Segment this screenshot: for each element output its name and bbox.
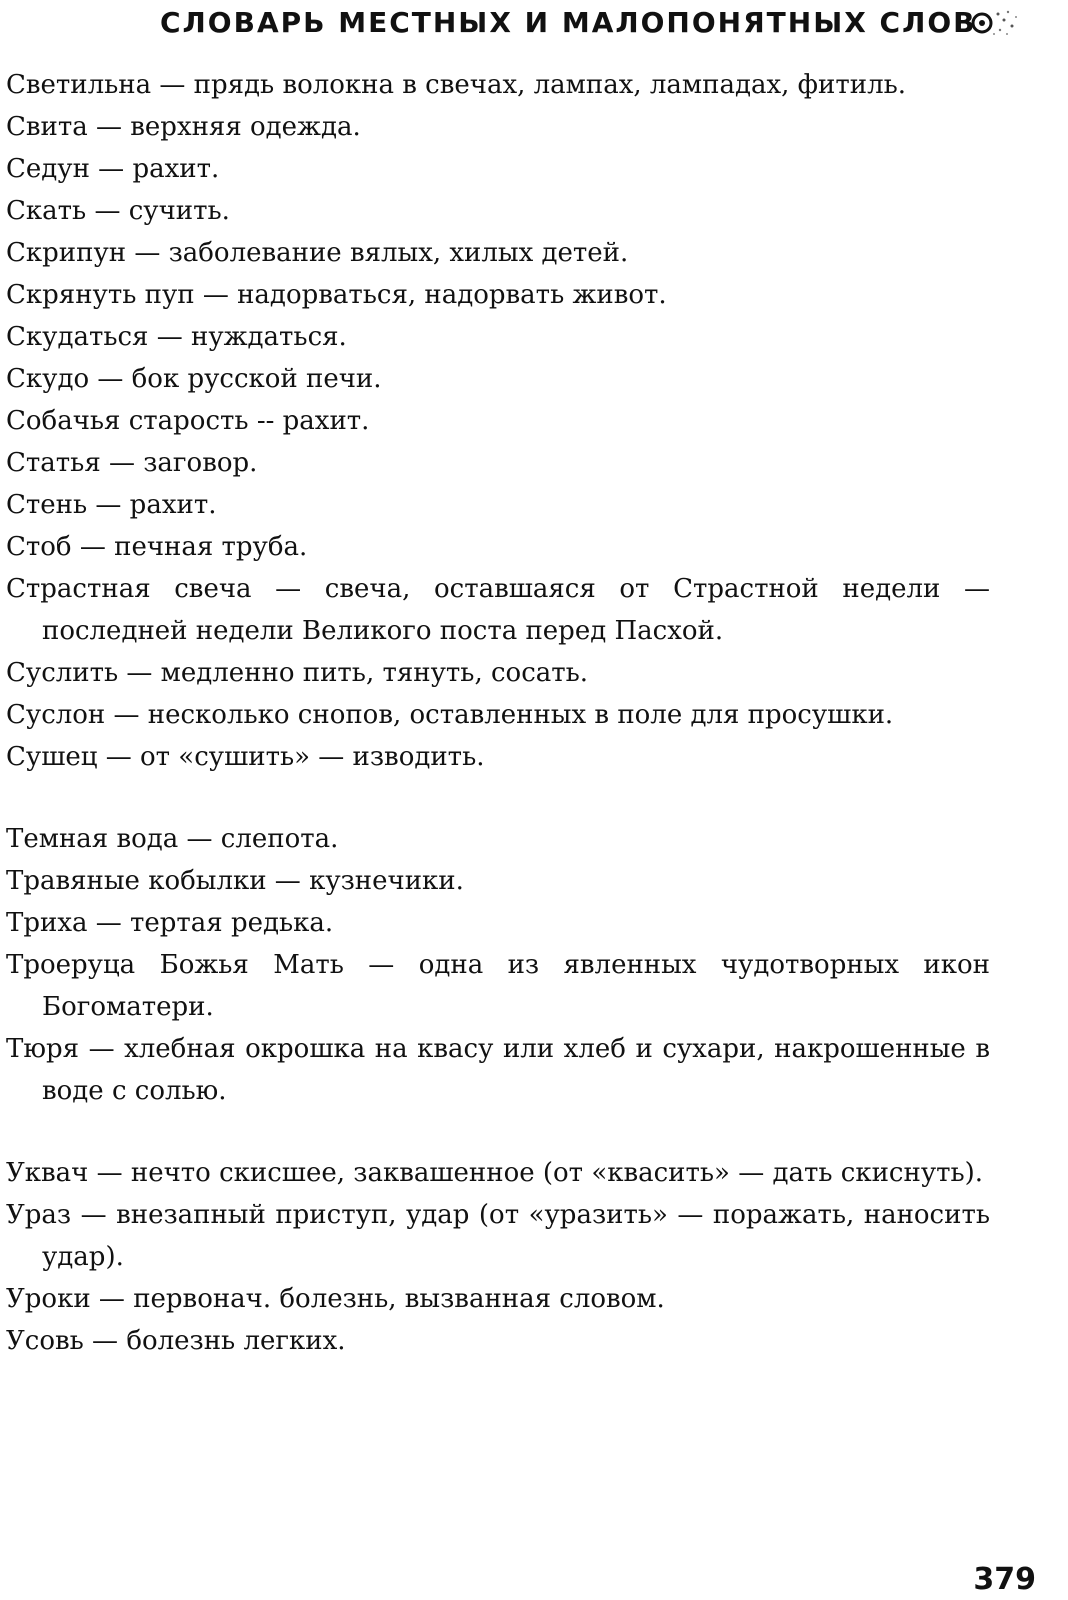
dictionary-entry: Сушец — от «сушить» — изводить. <box>6 742 485 772</box>
dictionary-entry: Темная вода — слепота. <box>6 824 339 854</box>
dictionary-entry: Усовь — болезнь легких. <box>6 1326 346 1356</box>
dictionary-entry: Уроки — первонач. болезнь, вызванная словом. <box>6 1284 665 1314</box>
dictionary-entry: Стень — рахит. <box>6 490 217 520</box>
dictionary-entry: Скрипун — заболевание вялых, хилых детей. <box>6 238 629 268</box>
page-number: 379 <box>973 1562 1036 1597</box>
dictionary-entry: Свита — верхняя одежда. <box>6 112 361 142</box>
dictionary-entry: Скудаться — нуждаться. <box>6 322 347 352</box>
header-ornament-icon <box>960 6 1020 40</box>
dictionary-entry: Стоб — печная труба. <box>6 532 308 562</box>
dictionary-entry: Скрянуть пуп — надорваться, надорвать живот. <box>6 280 667 310</box>
dictionary-entry: Тюря — хлебная окрошка на квасу или хлеб и сухари, накрошенные в воде с солью. <box>6 1034 990 1106</box>
dictionary-entry: Статья — заговор. <box>6 448 258 478</box>
dictionary-entry: Травяные кобылки — кузнечики. <box>6 866 464 896</box>
dictionary-entry: Уквач — нечто скисшее, заквашенное (от «квасить» — дать скиснуть). <box>6 1158 984 1188</box>
dictionary-entry: Суслон — несколько снопов, оставленных в поле для просушки. <box>6 700 894 730</box>
dictionary-entry: Скудо — бок русской печи. <box>6 364 382 394</box>
dictionary-entry: Суслить — медленно пить, тянуть, сосать. <box>6 658 589 688</box>
page-header <box>160 6 1060 40</box>
dictionary-entry: Троеруца Божья Мать — одна из явленных чудотворных икон Богоматери. <box>6 950 990 1022</box>
dictionary-entry: Скать — сучить. <box>6 196 230 226</box>
dictionary-entry: Светильна — прядь волокна в свечах, лампах, лампадах, фитиль. <box>6 70 907 100</box>
dictionary-entries <box>6 64 990 1362</box>
dictionary-entry: Триха — тертая редька. <box>6 908 334 938</box>
dictionary-entry: Ураз — внезапный приступ, удар (от «уразить» — поражать, наносить удар). <box>6 1200 990 1272</box>
dictionary-entry: Седун — рахит. <box>6 154 220 184</box>
dictionary-entry: Собачья старость -- рахит. <box>6 406 370 436</box>
dictionary-entry: Страстная свеча — свеча, оставшаяся от Страстной недели — последней недели Великого поста перед Пасхой. <box>6 574 990 646</box>
running-header-title: СЛОВАРЬ МЕСТНЫХ И МАЛОПОНЯТНЫХ СЛОВ <box>160 6 977 39</box>
